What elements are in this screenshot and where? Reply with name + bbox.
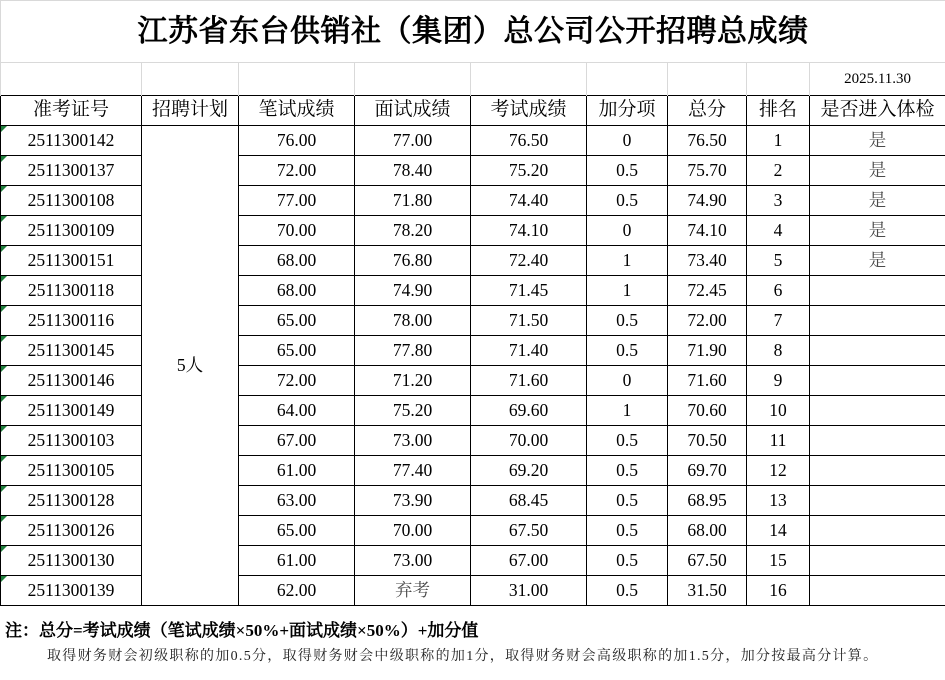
written-score-cell: 68.00 <box>239 276 355 306</box>
date-row <box>1 63 945 96</box>
recruitment-plan-cell: 5人 <box>142 126 239 606</box>
bonus-points-cell: 0.5 <box>587 576 668 606</box>
exam-score-cell: 69.60 <box>471 396 587 426</box>
interview-score-cell: 77.00 <box>355 126 471 156</box>
exam-score-cell: 71.40 <box>471 336 587 366</box>
candidate-id-cell: 2511300126 <box>1 516 142 546</box>
written-score-cell: 76.00 <box>239 126 355 156</box>
exam-score-cell: 69.20 <box>471 456 587 486</box>
rank-cell: 8 <box>747 336 810 366</box>
table-row <box>1 126 945 156</box>
total-score-cell: 72.00 <box>668 306 747 336</box>
physical-exam-cell <box>810 516 945 546</box>
physical-exam-cell <box>810 306 945 336</box>
exam-score-cell: 71.45 <box>471 276 587 306</box>
total-score-cell: 74.90 <box>668 186 747 216</box>
bonus-points-cell: 0.5 <box>587 426 668 456</box>
interview-score-cell: 75.20 <box>355 396 471 426</box>
physical-exam-cell: 是 <box>810 186 945 216</box>
candidate-id-cell: 2511300146 <box>1 366 142 396</box>
total-score-cell: 71.60 <box>668 366 747 396</box>
header-recruitment-plan: 招聘计划 <box>142 96 239 126</box>
bonus-points-cell: 0.5 <box>587 456 668 486</box>
written-score-cell: 64.00 <box>239 396 355 426</box>
total-score-cell: 73.40 <box>668 246 747 276</box>
title-row <box>1 1 945 63</box>
bonus-points-cell: 0 <box>587 126 668 156</box>
header-exam-score: 考试成绩 <box>471 96 587 126</box>
exam-score-cell: 71.60 <box>471 366 587 396</box>
physical-exam-cell <box>810 456 945 486</box>
interview-score-cell: 78.20 <box>355 216 471 246</box>
candidate-id-cell: 2511300149 <box>1 396 142 426</box>
candidate-id-cell: 2511300130 <box>1 546 142 576</box>
candidate-id-cell: 2511300118 <box>1 276 142 306</box>
page-title: 江苏省东台供销社（集团）总公司公开招聘总成绩 <box>1 1 945 63</box>
rank-cell: 7 <box>747 306 810 336</box>
physical-exam-cell: 是 <box>810 126 945 156</box>
note-bonus-rule: 取得财务财会初级职称的加0.5分，取得财务财会中级职称的加1分，取得财务财会高级职称的加1.5分，加分按最高分计算。 <box>47 649 879 664</box>
interview-score-cell: 78.00 <box>355 306 471 336</box>
total-score-cell: 72.45 <box>668 276 747 306</box>
rank-cell: 2 <box>747 156 810 186</box>
interview-score-cell: 74.90 <box>355 276 471 306</box>
rank-cell: 11 <box>747 426 810 456</box>
written-score-cell: 61.00 <box>239 456 355 486</box>
written-score-cell: 61.00 <box>239 546 355 576</box>
written-score-cell: 72.00 <box>239 366 355 396</box>
rank-cell: 15 <box>747 546 810 576</box>
total-score-cell: 71.90 <box>668 336 747 366</box>
bonus-points-cell: 0.5 <box>587 336 668 366</box>
header-physical-exam: 是否进入体检 <box>810 96 945 126</box>
header-rank: 排名 <box>747 96 810 126</box>
total-score-cell: 68.00 <box>668 516 747 546</box>
bonus-points-cell: 0 <box>587 366 668 396</box>
candidate-id-cell: 2511300116 <box>1 306 142 336</box>
physical-exam-cell: 是 <box>810 156 945 186</box>
candidate-id-cell: 2511300145 <box>1 336 142 366</box>
total-score-cell: 70.60 <box>668 396 747 426</box>
exam-score-cell: 68.45 <box>471 486 587 516</box>
physical-exam-cell: 是 <box>810 216 945 246</box>
bonus-points-cell: 0.5 <box>587 486 668 516</box>
spacer-cell <box>587 63 668 96</box>
exam-score-cell: 70.00 <box>471 426 587 456</box>
exam-score-cell: 74.10 <box>471 216 587 246</box>
written-score-cell: 70.00 <box>239 216 355 246</box>
exam-score-cell: 75.20 <box>471 156 587 186</box>
total-score-cell: 74.10 <box>668 216 747 246</box>
interview-score-cell: 76.80 <box>355 246 471 276</box>
rank-cell: 6 <box>747 276 810 306</box>
exam-score-cell: 31.00 <box>471 576 587 606</box>
physical-exam-cell <box>810 336 945 366</box>
bonus-points-cell: 1 <box>587 246 668 276</box>
bonus-points-cell: 1 <box>587 276 668 306</box>
header-bonus-points: 加分项 <box>587 96 668 126</box>
written-score-cell: 65.00 <box>239 336 355 366</box>
total-score-cell: 69.70 <box>668 456 747 486</box>
candidate-id-cell: 2511300142 <box>1 126 142 156</box>
candidate-id-cell: 2511300137 <box>1 156 142 186</box>
written-score-cell: 68.00 <box>239 246 355 276</box>
spacer-cell <box>355 63 471 96</box>
interview-score-cell: 71.20 <box>355 366 471 396</box>
written-score-cell: 65.00 <box>239 306 355 336</box>
physical-exam-cell <box>810 546 945 576</box>
exam-score-cell: 67.00 <box>471 546 587 576</box>
rank-cell: 9 <box>747 366 810 396</box>
interview-score-cell: 73.00 <box>355 546 471 576</box>
physical-exam-cell <box>810 276 945 306</box>
candidate-id-cell: 2511300128 <box>1 486 142 516</box>
candidate-id-cell: 2511300108 <box>1 186 142 216</box>
exam-score-cell: 71.50 <box>471 306 587 336</box>
physical-exam-cell <box>810 426 945 456</box>
total-score-cell: 75.70 <box>668 156 747 186</box>
physical-exam-cell <box>810 366 945 396</box>
written-score-cell: 62.00 <box>239 576 355 606</box>
header-written-score: 笔试成绩 <box>239 96 355 126</box>
exam-score-cell: 72.40 <box>471 246 587 276</box>
written-score-cell: 77.00 <box>239 186 355 216</box>
spacer-cell <box>239 63 355 96</box>
total-score-cell: 68.95 <box>668 486 747 516</box>
bonus-points-cell: 0.5 <box>587 186 668 216</box>
rank-cell: 10 <box>747 396 810 426</box>
rank-cell: 3 <box>747 186 810 216</box>
bonus-points-cell: 0.5 <box>587 516 668 546</box>
interview-score-cell: 70.00 <box>355 516 471 546</box>
candidate-id-cell: 2511300103 <box>1 426 142 456</box>
exam-score-cell: 67.50 <box>471 516 587 546</box>
interview-score-cell: 弃考 <box>355 576 471 606</box>
rank-cell: 16 <box>747 576 810 606</box>
rank-cell: 5 <box>747 246 810 276</box>
rank-cell: 4 <box>747 216 810 246</box>
bonus-points-cell: 0 <box>587 216 668 246</box>
interview-score-cell: 73.00 <box>355 426 471 456</box>
candidate-id-cell: 2511300105 <box>1 456 142 486</box>
spacer-cell <box>142 63 239 96</box>
spacer-cell <box>668 63 747 96</box>
bonus-points-cell: 1 <box>587 396 668 426</box>
spacer-cell <box>471 63 587 96</box>
bonus-points-cell: 0.5 <box>587 156 668 186</box>
report-date: 2025.11.30 <box>810 63 945 96</box>
bonus-points-cell: 0.5 <box>587 546 668 576</box>
interview-score-cell: 71.80 <box>355 186 471 216</box>
rank-cell: 12 <box>747 456 810 486</box>
written-score-cell: 63.00 <box>239 486 355 516</box>
interview-score-cell: 77.40 <box>355 456 471 486</box>
candidate-id-cell: 2511300139 <box>1 576 142 606</box>
physical-exam-cell: 是 <box>810 246 945 276</box>
candidate-id-cell: 2511300151 <box>1 246 142 276</box>
written-score-cell: 72.00 <box>239 156 355 186</box>
total-score-cell: 67.50 <box>668 546 747 576</box>
spacer-cell <box>1 63 142 96</box>
interview-score-cell: 77.80 <box>355 336 471 366</box>
note-formula: 注：总分=考试成绩（笔试成绩×50%+面试成绩×50%）+加分值 <box>5 621 479 640</box>
total-score-cell: 31.50 <box>668 576 747 606</box>
rank-cell: 14 <box>747 516 810 546</box>
exam-score-cell: 76.50 <box>471 126 587 156</box>
spacer-cell <box>747 63 810 96</box>
written-score-cell: 67.00 <box>239 426 355 456</box>
interview-score-cell: 73.90 <box>355 486 471 516</box>
header-row <box>1 96 945 126</box>
bonus-points-cell: 0.5 <box>587 306 668 336</box>
exam-score-cell: 74.40 <box>471 186 587 216</box>
total-score-cell: 76.50 <box>668 126 747 156</box>
header-candidate-id: 准考证号 <box>1 96 142 126</box>
rank-cell: 13 <box>747 486 810 516</box>
physical-exam-cell <box>810 576 945 606</box>
physical-exam-cell <box>810 486 945 516</box>
candidate-id-cell: 2511300109 <box>1 216 142 246</box>
written-score-cell: 65.00 <box>239 516 355 546</box>
header-interview-score: 面试成绩 <box>355 96 471 126</box>
total-score-cell: 70.50 <box>668 426 747 456</box>
physical-exam-cell <box>810 396 945 426</box>
rank-cell: 1 <box>747 126 810 156</box>
header-total-score: 总分 <box>668 96 747 126</box>
interview-score-cell: 78.40 <box>355 156 471 186</box>
